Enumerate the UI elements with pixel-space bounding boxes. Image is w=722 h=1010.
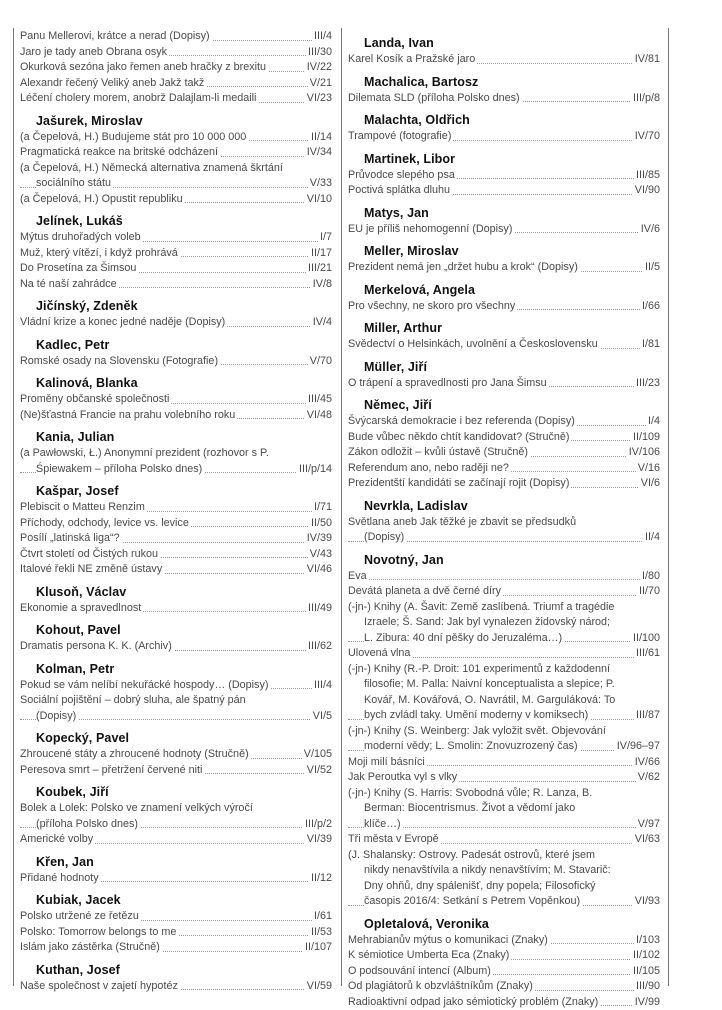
author-name: Koubek, Jiří [20, 783, 332, 801]
author-section [20, 482, 332, 578]
index-entry [348, 569, 660, 585]
entry-page-reference: II/102 [631, 948, 660, 964]
entry-title: Panu Mellerovi, krátce a nerad (Dopisy) [20, 30, 212, 42]
entry-page-reference: VI/52 [305, 763, 332, 779]
entry-title: Poctivá splátka dluhu [348, 184, 452, 196]
entry-title: Od plagiátorů k obzvláštníkům (Znaky) [348, 980, 535, 992]
entry-title: Italové řekli NE změně ústavy [20, 563, 164, 575]
entry-title: Svědectví o Helsinkách, uvolnění a Československu [348, 338, 600, 350]
index-entry [348, 964, 660, 980]
entry-title: Plebiscit o Matteu Renzim [20, 501, 147, 513]
index-entry [20, 562, 332, 578]
entry-page-reference: III/45 [306, 392, 332, 408]
author-section [348, 204, 660, 238]
entry-page-reference: I/61 [312, 909, 332, 925]
entry-title: Peresova smrt – přetržení červené niti [20, 764, 204, 776]
index-entry [348, 476, 660, 492]
entry-page-reference: VI/93 [633, 894, 660, 910]
index-column-right [348, 29, 660, 1010]
author-name: Kopecký, Pavel [20, 729, 332, 747]
entry-page-reference: II/100 [631, 631, 660, 647]
entry-page-reference: III/21 [306, 261, 332, 277]
index-entry [20, 446, 332, 477]
index-entry [20, 76, 332, 92]
entry-title: Romské osady na Slovensku (Fotografie) [20, 355, 220, 367]
index-entry [20, 91, 332, 107]
entry-title: O podsouvání intencí (Album) [348, 965, 493, 977]
index-entry [20, 145, 332, 161]
index-entry [20, 277, 332, 293]
entry-page-reference: III/87 [634, 708, 660, 724]
entry-page-reference: III/p/2 [303, 817, 332, 833]
entry-page-reference: IV/4 [311, 315, 332, 331]
entry-page-reference: II/107 [303, 940, 332, 956]
entry-title: Moji milí básníci [348, 756, 427, 768]
author-name: Merkelová, Angela [348, 281, 660, 299]
index-entry [20, 246, 332, 262]
entry-title: K sémiotice Umberta Eca (Znaky) [348, 949, 511, 961]
entry-page-reference: III/85 [634, 168, 660, 184]
author-section [20, 336, 332, 370]
entry-title: Dramatis persona K. K. (Archiv) [20, 640, 174, 652]
entry-title: Příchody, odchody, levice vs. levice [20, 517, 191, 529]
entry-page-reference: VI/48 [305, 408, 332, 424]
index-entry [348, 755, 660, 771]
entry-page-reference: I/7 [318, 230, 332, 246]
entry-title: Léčení cholery morem, anobrž Dalajlam-li medaili [20, 92, 258, 104]
author-section [20, 212, 332, 292]
entry-page-reference: I/103 [634, 933, 660, 949]
entry-title: Tři města v Evropě [348, 833, 441, 845]
author-name: Kuthan, Josef [20, 961, 332, 979]
entry-page-reference: VI/23 [305, 91, 332, 107]
entry-page-reference: II/53 [309, 925, 332, 941]
author-section [20, 297, 332, 331]
entry-title: Zhroucené státy a zhroucené hodnoty (Stručně) [20, 748, 251, 760]
entry-page-reference: V/97 [636, 817, 660, 833]
index-entry [20, 500, 332, 516]
author-section [20, 29, 332, 107]
index-entry [20, 192, 332, 208]
entry-title: Do Prosetína za Šimsou [20, 262, 138, 274]
left-border-rule [13, 28, 14, 986]
entry-page-reference: V/16 [636, 461, 660, 477]
entry-page-reference: V/43 [308, 547, 332, 563]
author-name: Miller, Arthur [348, 319, 660, 337]
index-entry [20, 693, 332, 724]
entry-title: Proměny občanské společnosti [20, 393, 171, 405]
index-entry [348, 337, 660, 353]
entry-page-reference: VI/6 [639, 476, 660, 492]
index-entry [348, 461, 660, 477]
entry-page-reference: I/4 [646, 414, 660, 430]
author-name: Jašurek, Miroslav [20, 112, 332, 130]
author-section [20, 660, 332, 725]
author-name: Kašpar, Josef [20, 482, 332, 500]
index-entry [20, 871, 332, 887]
entry-page-reference: III/p/8 [631, 91, 660, 107]
author-name: Novotný, Jan [348, 551, 660, 569]
index-entry [348, 979, 660, 995]
index-entry [20, 354, 332, 370]
author-section [20, 783, 332, 848]
index-entry [348, 848, 660, 910]
entry-title: (Ne)šťastná Francie na prahu volebního roku [20, 409, 237, 421]
entry-title: Naše společnost v zajetí hypotéz [20, 980, 180, 992]
index-entry [348, 168, 660, 184]
index-entry [20, 678, 332, 694]
author-section [20, 112, 332, 208]
author-name: Kalinová, Blanka [20, 374, 332, 392]
author-name: Křen, Jan [20, 853, 332, 871]
entry-title: Radioaktivní odpad jako sémiotický problém (Znaky) [348, 996, 600, 1008]
entry-title: Polsko: Tomorrow belongs to me [20, 926, 178, 938]
index-entry [348, 52, 660, 68]
entry-title: Čtvrt století od Čistých rukou [20, 548, 160, 560]
author-name: Matys, Jan [348, 204, 660, 222]
entry-title: Okurková sezóna jako řemen aneb hračky z brexitu [20, 61, 268, 73]
author-section [20, 428, 332, 477]
index-entry [348, 376, 660, 392]
column-divider-rule [341, 28, 342, 986]
index-entry [20, 747, 332, 763]
entry-page-reference: IV/34 [305, 145, 332, 161]
author-name: Landa, Ivan [348, 34, 660, 52]
entry-title: (-jn-) Knihy (S. Harris: Svobodná vůle; R. Lanza, B. Berman: Biocentrismus. Život a vědomí jako klíče…) [348, 787, 592, 830]
index-entry [348, 933, 660, 949]
author-name: Kania, Julian [20, 428, 332, 446]
entry-title: Na té naší zahrádce [20, 278, 119, 290]
entry-page-reference: IV/39 [305, 531, 332, 547]
author-section [20, 891, 332, 956]
entry-title: Mehrabianův mýtus o komunikaci (Znaky) [348, 934, 550, 946]
entry-title: Devátá planeta a dvě černé díry [348, 585, 503, 597]
author-name: Müller, Jiří [348, 358, 660, 376]
entry-title: Bude vůbec někdo chtít kandidovat? (Stručně) [348, 431, 571, 443]
index-entry [20, 547, 332, 563]
entry-title: Průvodce slepého psa [348, 169, 457, 181]
index-entry [348, 995, 660, 1010]
index-entry [348, 430, 660, 446]
author-name: Klusoň, Václav [20, 583, 332, 601]
entry-title: Polsko utržené ze řetězu [20, 910, 141, 922]
entry-page-reference: VI/63 [633, 832, 660, 848]
entry-page-reference: III/4 [312, 29, 332, 45]
index-entry [348, 724, 660, 755]
entry-title: Přidané hodnoty [20, 872, 101, 884]
index-entry [20, 801, 332, 832]
index-entry [20, 639, 332, 655]
entry-page-reference: VI/46 [305, 562, 332, 578]
author-section [348, 281, 660, 315]
author-section [348, 497, 660, 546]
index-entry [348, 600, 660, 647]
entry-page-reference: VI/90 [633, 183, 660, 199]
index-entry [20, 261, 332, 277]
entry-page-reference: I/81 [640, 337, 660, 353]
index-entry [348, 770, 660, 786]
entry-page-reference: V/70 [308, 354, 332, 370]
index-column-left [20, 29, 332, 994]
index-entry [348, 445, 660, 461]
entry-title: Jak Peroutka vyl s vlky [348, 771, 459, 783]
author-section [20, 583, 332, 617]
entry-title: (a Čepelová, H.) Budujeme stát pro 10 000 000 [20, 131, 248, 143]
entry-page-reference: III/62 [306, 639, 332, 655]
entry-title: Sociální pojištění – dobrý sluha, ale špatný pán (Dopisy) [20, 694, 246, 722]
index-entry [20, 161, 332, 192]
author-section [348, 551, 660, 910]
entry-page-reference: V/105 [302, 747, 332, 763]
index-entry [20, 940, 332, 956]
index-entry [20, 392, 332, 408]
author-section [348, 319, 660, 353]
author-section [20, 374, 332, 423]
entry-page-reference: IV/6 [639, 222, 660, 238]
index-entry [20, 29, 332, 45]
author-name: Nevrkla, Ladislav [348, 497, 660, 515]
author-section [348, 915, 660, 1010]
index-entry [348, 414, 660, 430]
index-entry [348, 129, 660, 145]
entry-title: Pragmatická reakce na britské odcházení [20, 146, 220, 158]
entry-page-reference: II/109 [631, 430, 660, 446]
index-entry [20, 909, 332, 925]
entry-title: Muž, který vítězí, i když prohrává [20, 247, 180, 259]
author-name: Kadlec, Petr [20, 336, 332, 354]
index-entry [20, 230, 332, 246]
entry-page-reference: III/23 [634, 376, 660, 392]
index-entry [348, 646, 660, 662]
entry-page-reference: IV/96–97 [615, 739, 660, 755]
entry-title: Zákon odložit – kvůli ústavě (Stručně) [348, 446, 530, 458]
index-entry [20, 130, 332, 146]
index-entry [20, 925, 332, 941]
entry-title: (-jn-) Knihy (A. Šavit: Země zaslíbená. Triumf a tragédie Izraele; Š. Sand: Jak byl vynalezen židovský národ; L. Zibura: 40 dní pěšky do Jeruzaléma…) [348, 601, 614, 644]
entry-title: Vládní krize a konec jedné naděje (Dopisy) [20, 316, 227, 328]
author-section [348, 150, 660, 199]
entry-page-reference: I/71 [312, 500, 332, 516]
entry-page-reference: V/33 [308, 176, 332, 192]
entry-title: (-jn-) Knihy (R.-P. Droit: 101 experimentů z každodenní filosofie; M. Palla: Naivní konceptualista a slepice; P. Kovář, M. Kovářová, O. Navrátil, M. Garguláková: To bych zvládl taky. Umění moderny v komiksech) [348, 663, 615, 722]
entry-title: Dilemata SLD (příloha Polsko dnes) [348, 92, 522, 104]
author-section [348, 111, 660, 145]
index-entry [20, 60, 332, 76]
entry-title: (J. Shalansky: Ostrovy. Padesát ostrovů, které jsem nikdy nenavštívila a nikdy nenavštívím; M. Stavarič: Dny ohňů, dny spálenišť, dny popela; Filosofický časopis 2016/4: Setkání s Petrem Vopěnkou) [348, 849, 611, 908]
author-name: Malachta, Oldřich [348, 111, 660, 129]
index-entry [348, 662, 660, 724]
entry-page-reference: IV/81 [633, 52, 660, 68]
index-entry [348, 948, 660, 964]
author-section [348, 396, 660, 492]
entry-page-reference: VI/39 [305, 832, 332, 848]
author-name: Němec, Jiří [348, 396, 660, 414]
entry-title: Ulovená vlna [348, 647, 412, 659]
entry-title: (a Pawłowski, Ł.) Anonymní prezident (rozhovor s P. Śpiewakem – příloha Polsko dnes) [20, 447, 269, 475]
entry-page-reference: IV/99 [633, 995, 660, 1010]
entry-page-reference: IV/22 [305, 60, 332, 76]
entry-title: O trápení a spravedlnosti pro Jana Šimsu [348, 377, 549, 389]
index-entry [348, 584, 660, 600]
author-section [20, 853, 332, 887]
entry-title: Prezidentští kandidáti se začínají rojit (Dopisy) [348, 477, 571, 489]
entry-page-reference: II/5 [643, 260, 660, 276]
index-entry [20, 315, 332, 331]
entry-page-reference: III/p/14 [297, 462, 332, 478]
author-name: Jičínský, Zdeněk [20, 297, 332, 315]
author-section [348, 358, 660, 392]
entry-title: Mýtus druhořadých voleb [20, 231, 143, 243]
entry-page-reference: VI/10 [305, 192, 332, 208]
index-entry [348, 832, 660, 848]
index-entry [20, 408, 332, 424]
author-name: Kubiak, Jacek [20, 891, 332, 909]
entry-page-reference: II/14 [309, 130, 332, 146]
entry-title: Trampové (fotografie) [348, 130, 453, 142]
entry-title: EU je příliš nehomogenní (Dopisy) [348, 223, 514, 235]
entry-page-reference: II/50 [309, 516, 332, 532]
index-entry [20, 516, 332, 532]
entry-page-reference: III/49 [306, 601, 332, 617]
entry-title: Pro všechny, ne skoro pro všechny [348, 300, 517, 312]
entry-title: Prezident nemá jen „držet hubu a krok“ (Dopisy) [348, 261, 580, 273]
entry-page-reference: IV/66 [633, 755, 660, 771]
entry-title: Ekonomie a spravedlnost [20, 602, 143, 614]
author-section [20, 621, 332, 655]
index-entry [348, 299, 660, 315]
index-entry [20, 763, 332, 779]
entry-title: Světlana aneb Jak těžké je zbavit se předsudků (Dopisy) [348, 516, 576, 544]
index-entry [348, 183, 660, 199]
author-name: Martinek, Libor [348, 150, 660, 168]
entry-page-reference: III/90 [634, 979, 660, 995]
entry-page-reference: III/61 [634, 646, 660, 662]
author-section [348, 242, 660, 276]
author-section [20, 961, 332, 995]
entry-page-reference: IV/8 [311, 277, 332, 293]
author-name: Opletalová, Veronika [348, 915, 660, 933]
entry-title: Americké volby [20, 833, 95, 845]
author-section [20, 729, 332, 778]
entry-page-reference: IV/70 [633, 129, 660, 145]
entry-page-reference: VI/5 [311, 709, 332, 725]
entry-title: (-jn-) Knihy (S. Weinberg: Jak vyložit svět. Objevování moderní vědy; L. Smolin: Znovuzrozený čas) [348, 725, 606, 753]
right-border-rule [668, 28, 669, 986]
entry-page-reference: IV/106 [627, 445, 660, 461]
entry-title: Jaro je tady aneb Obrana osyk [20, 46, 169, 58]
entry-title: Švýcarská demokracie i bez referenda (Dopisy) [348, 415, 577, 427]
entry-title: Posílí „latinská liga“? [20, 532, 122, 544]
index-entry [20, 531, 332, 547]
entry-title: (a Čepelová, H.) Německá alternativa znamená škrtání sociálního státu [20, 162, 283, 190]
author-name: Kohout, Pavel [20, 621, 332, 639]
entry-title: Eva [348, 570, 369, 582]
index-entry [348, 91, 660, 107]
entry-title: Karel Kosík a Pražské jaro [348, 53, 477, 65]
entry-page-reference: I/66 [640, 299, 660, 315]
index-entry [348, 260, 660, 276]
entry-title: Referendum ano, nebo raději ne? [348, 462, 511, 474]
author-name: Jelínek, Lukáš [20, 212, 332, 230]
index-entry [20, 979, 332, 995]
author-section [348, 73, 660, 107]
entry-page-reference: II/12 [309, 871, 332, 887]
entry-title: Pokud se vám nelíbí nekuřácké hospody… (Dopisy) [20, 679, 270, 691]
entry-page-reference: III/30 [306, 45, 332, 61]
entry-page-reference: II/70 [637, 584, 660, 600]
index-entry [20, 601, 332, 617]
author-section [348, 34, 660, 68]
entry-page-reference: II/105 [631, 964, 660, 980]
entry-title: Bolek a Lolek: Polsko ve znamení velkých výročí (příloha Polsko dnes) [20, 802, 253, 830]
index-entry [348, 786, 660, 833]
index-entry [20, 832, 332, 848]
index-entry [20, 45, 332, 61]
entry-page-reference: V/21 [308, 76, 332, 92]
index-entry [348, 515, 660, 546]
entry-title: Islám jako zástěrka (Stručně) [20, 941, 162, 953]
entry-page-reference: V/62 [636, 770, 660, 786]
author-name: Machalica, Bartosz [348, 73, 660, 91]
entry-title: Alexandr řečený Veliký aneb Jakž takž [20, 77, 206, 89]
entry-page-reference: II/4 [643, 530, 660, 546]
author-name: Meller, Miroslav [348, 242, 660, 260]
entry-page-reference: II/17 [309, 246, 332, 262]
author-name: Kolman, Petr [20, 660, 332, 678]
entry-page-reference: VI/59 [305, 979, 332, 995]
index-entry [348, 222, 660, 238]
entry-page-reference: III/4 [312, 678, 332, 694]
entry-title: (a Čepelová, H.) Opustit republiku [20, 193, 185, 205]
entry-page-reference: I/80 [640, 569, 660, 585]
